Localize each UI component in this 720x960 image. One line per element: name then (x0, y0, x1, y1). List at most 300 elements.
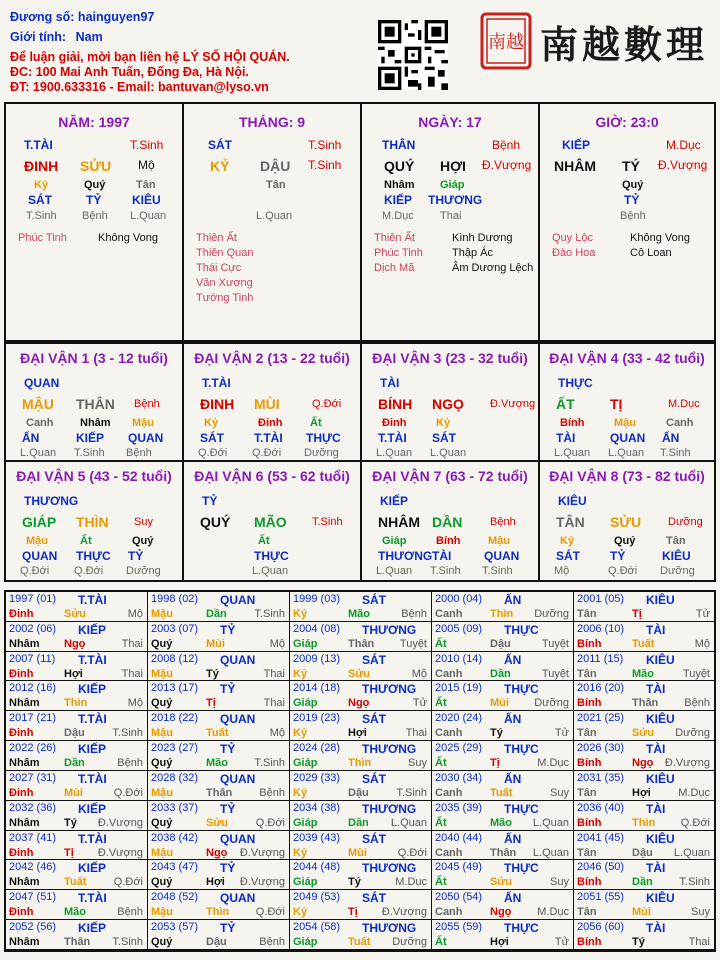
star: Thiên Ất (374, 232, 415, 244)
hidden-can: Tân (266, 179, 286, 191)
year-can: Ất (435, 757, 447, 770)
year-stage: Q.Đới (113, 876, 143, 889)
brand-logo: 南越數理 (540, 22, 709, 67)
year-can: Quý (151, 816, 173, 829)
year-stage: Q.Đới (113, 786, 143, 799)
year-label: 2044 (48) (293, 861, 341, 874)
annual-year-cell[interactable] (432, 741, 574, 771)
annual-year-cell[interactable] (290, 681, 432, 711)
dai-van-cell[interactable] (362, 462, 540, 580)
pillar-stage: Đ.Vượng (482, 158, 532, 172)
dai-van-stage: Bệnh (490, 516, 516, 528)
pillar-hour (540, 104, 714, 340)
year-label: 2023 (27) (151, 742, 199, 755)
year-chi: Dần (348, 816, 369, 829)
year-stage: Q.Đới (255, 906, 285, 919)
year-label: 2049 (53) (293, 891, 341, 904)
hidden-stage: Dưỡng (660, 565, 695, 577)
year-can: Bính (577, 697, 602, 710)
star: Không Vong (98, 232, 158, 244)
year-label: 2038 (42) (151, 831, 199, 844)
year-god: KIÊU (646, 891, 675, 906)
year-label: 2025 (29) (435, 742, 483, 755)
pillar-god-left: THÂN (382, 138, 416, 152)
year-chi: Tuất (632, 637, 655, 650)
annual-year-cell[interactable] (148, 592, 290, 622)
dai-van-cell[interactable] (184, 462, 362, 580)
star: Không Vong (630, 232, 690, 244)
year-chi: Sửu (64, 608, 87, 620)
hidden-stage: Bệnh (82, 210, 108, 222)
annual-year-cell[interactable] (574, 622, 714, 652)
year-stage: Tuyệt (682, 667, 710, 680)
star: Kình Dương (452, 232, 513, 244)
year-label: 2007 (11) (9, 652, 56, 665)
year-chi: Hợi (206, 876, 225, 889)
year-can: Ất (435, 637, 447, 650)
annual-year-cell[interactable] (6, 592, 148, 622)
pillar-chi: TÝ (622, 158, 640, 174)
year-can: Giáp (293, 816, 318, 829)
hidden-god: SÁT (556, 549, 580, 563)
year-stage: Suy (691, 906, 710, 919)
year-can: Đinh (9, 667, 34, 680)
year-god: THỰC (504, 622, 539, 637)
gender-label: Giới tính: (10, 30, 67, 44)
year-can: Mậu (151, 608, 173, 620)
year-chi: Ngọ (490, 906, 512, 919)
annual-year-cell[interactable] (6, 860, 148, 890)
hidden-can: Mậu (614, 417, 636, 429)
year-can: Tân (577, 786, 597, 799)
year-can: Quý (151, 757, 173, 770)
year-stage: T.Sinh (112, 727, 143, 740)
annual-year-cell[interactable] (6, 890, 148, 920)
dai-van-can: BÍNH (378, 396, 413, 412)
year-stage: Bệnh (401, 608, 427, 620)
year-stage: Q.Đới (255, 816, 285, 829)
annual-year-cell[interactable] (432, 860, 574, 890)
dai-van-row-2 (4, 460, 716, 582)
year-stage: Q.Đới (397, 846, 427, 859)
dai-van-title: ĐẠI VẬN 4 (33 - 42 tuổi) (549, 350, 705, 366)
year-label: 2004 (08) (293, 622, 341, 635)
year-chi: Thìn (64, 697, 88, 710)
dai-van-god: KIẾP (380, 494, 409, 508)
hidden-can: Kỷ (436, 417, 451, 429)
annual-year-cell[interactable] (6, 831, 148, 861)
annual-year-cell[interactable] (574, 592, 714, 622)
owner-name: Đương số: hainguyen97 (10, 10, 155, 24)
annual-year-cell[interactable] (432, 831, 574, 861)
year-label: 2026 (30) (577, 742, 625, 755)
year-chi: Tý (348, 876, 361, 889)
annual-year-cell[interactable] (290, 860, 432, 890)
annual-year-cell[interactable] (6, 681, 148, 711)
hidden-stage: T.Sinh (26, 210, 57, 222)
year-stage: Tử (554, 727, 569, 740)
hidden-can: Kỷ (560, 535, 575, 547)
pillar-year (6, 104, 184, 340)
star: Thái Cực (196, 262, 242, 274)
hidden-god: TỶ (128, 549, 144, 563)
hidden-stage: L.Quan (252, 565, 289, 577)
year-chi: Sửu (632, 727, 655, 740)
year-can: Bính (577, 637, 602, 650)
year-label: 2018 (22) (151, 712, 199, 725)
year-god: ẤN (504, 652, 522, 667)
hidden-stage: Q.Đới (608, 565, 638, 577)
hidden-stage: Bệnh (126, 447, 152, 459)
year-can: Tân (577, 727, 597, 740)
dai-van-title: ĐẠI VẬN 5 (43 - 52 tuổi) (16, 468, 172, 484)
year-label: 2040 (44) (435, 831, 483, 844)
hidden-god: THƯƠNG (378, 549, 433, 563)
year-label: 2030 (34) (435, 771, 483, 784)
year-chi: Dần (490, 667, 511, 680)
annual-year-cell[interactable] (290, 592, 432, 622)
dai-van-chi: NGỌ (432, 396, 464, 412)
dai-van-chi: DẦN (432, 514, 463, 530)
annual-year-cell[interactable] (290, 771, 432, 801)
annual-year-cell[interactable] (148, 801, 290, 831)
year-label: 2006 (10) (577, 622, 625, 635)
year-label: 2016 (20) (577, 682, 625, 695)
annual-year-cell[interactable] (574, 920, 714, 950)
hidden-god: TỶ (610, 549, 626, 563)
year-label: 2036 (40) (577, 801, 625, 814)
annual-year-cell[interactable] (148, 681, 290, 711)
annual-year-cell[interactable] (432, 771, 574, 801)
annual-year-cell[interactable] (148, 831, 290, 861)
year-can: Tân (577, 906, 597, 919)
year-label: 2039 (43) (293, 831, 341, 844)
annual-year-cell[interactable] (574, 801, 714, 831)
annual-year-cell[interactable] (290, 920, 432, 950)
year-can: Tân (577, 667, 597, 680)
year-chi: Thìn (632, 816, 656, 829)
year-can: Kỷ (293, 608, 308, 620)
year-chi: Tị (206, 697, 216, 710)
address: ĐC: 100 Mai Anh Tuấn, Đống Đa, Hà Nội. (10, 65, 249, 79)
year-label: 2056 (60) (577, 921, 625, 934)
year-god: T.TÀI (78, 891, 107, 906)
pillar-month (184, 104, 362, 340)
annual-year-cell[interactable] (148, 652, 290, 682)
annual-year-cell[interactable] (574, 771, 714, 801)
year-god: KIẾP (78, 861, 107, 876)
hidden-can: Ất (258, 535, 270, 547)
annual-year-cell[interactable] (148, 711, 290, 741)
star-list-left (552, 231, 595, 261)
hidden-god: SÁT (200, 431, 224, 445)
year-stage: Đ.Vượng (239, 876, 285, 889)
year-god: QUAN (220, 593, 256, 607)
year-label: 2012 (16) (9, 682, 57, 695)
annual-year-cell[interactable] (6, 652, 148, 682)
year-label: 2045 (49) (435, 861, 483, 874)
year-chi: Sửu (490, 876, 513, 889)
year-god: KIÊU (646, 771, 675, 786)
hidden-stage: L.Quan (256, 210, 293, 222)
dai-van-cell[interactable] (362, 344, 540, 460)
year-can: Canh (435, 727, 463, 740)
dai-van-cell[interactable] (6, 462, 184, 580)
year-god: ẤN (504, 712, 522, 727)
star-list-right (98, 231, 158, 246)
annual-year-cell[interactable] (432, 920, 574, 950)
year-god: TỶ (220, 861, 236, 876)
year-can: Bính (577, 757, 602, 770)
dai-van-chi: MÙI (254, 396, 280, 412)
year-stage: Thai (263, 667, 285, 680)
annual-year-cell[interactable] (6, 801, 148, 831)
year-god: QUAN (220, 891, 256, 906)
year-can: Tân (577, 846, 597, 859)
year-stage: Tuyệt (541, 667, 569, 680)
annual-year-cell[interactable] (432, 711, 574, 741)
hidden-god: QUAN (128, 431, 164, 445)
year-stage: M.Dục (537, 757, 569, 770)
dai-van-god: THƯƠNG (24, 494, 79, 508)
year-god: TÀI (646, 742, 666, 757)
hidden-stage: T.Sinh (430, 565, 461, 577)
annual-year-cell[interactable] (290, 801, 432, 831)
phone-email: ĐT: 1900.633316 - Email: bantuvan@lyso.vn (10, 80, 269, 94)
pillar-title: THÁNG: 9 (238, 114, 306, 130)
year-label: 2047 (51) (9, 891, 57, 904)
year-label: 2009 (13) (293, 652, 341, 665)
pillar-stage: Đ.Vượng (658, 158, 708, 172)
year-stage: Bệnh (259, 786, 285, 799)
star-list-left (374, 231, 423, 276)
year-stage: L.Quan (532, 816, 569, 829)
year-god: KIẾP (78, 921, 107, 936)
dai-van-chi: TỊ (610, 396, 623, 412)
hidden-can: Ất (80, 535, 92, 547)
year-god: SÁT (362, 593, 386, 607)
year-god: THỰC (504, 682, 539, 697)
year-stage: Đ.Vượng (97, 816, 143, 829)
hidden-god: TÀI (556, 431, 576, 445)
annual-year-cell[interactable] (290, 652, 432, 682)
hidden-god: ẤN (22, 431, 40, 445)
annual-year-cell[interactable] (574, 831, 714, 861)
hidden-stage: M.Dục (382, 210, 414, 222)
pillar-title: NĂM: 1997 (58, 114, 130, 130)
annual-year-cell[interactable] (432, 592, 574, 622)
hidden-god: T.TÀI (378, 431, 407, 445)
year-stage: Đ.Vượng (239, 846, 285, 859)
annual-year-cell[interactable] (574, 652, 714, 682)
annual-year-cell[interactable] (432, 622, 574, 652)
pillar-can: NHÂM (554, 158, 596, 174)
annual-luck-grid (4, 590, 716, 952)
annual-year-cell[interactable] (6, 711, 148, 741)
dai-van-stage: Dưỡng (668, 516, 703, 528)
star: Âm Dương Lệch (452, 262, 534, 274)
annual-year-cell[interactable] (6, 741, 148, 771)
year-stage: Thai (121, 667, 143, 680)
year-can: Canh (435, 667, 463, 680)
hidden-stage: L.Quan (376, 447, 413, 459)
annual-year-cell[interactable] (290, 711, 432, 741)
year-stage: T.Sinh (679, 876, 710, 889)
year-label: 2032 (36) (9, 801, 57, 814)
dai-van-chi: THÂN (76, 396, 115, 412)
hidden-god: THƯƠNG (428, 193, 483, 207)
annual-year-cell[interactable] (290, 741, 432, 771)
dai-van-can: GIÁP (22, 514, 57, 530)
year-god: KIẾP (78, 622, 107, 637)
hidden-god: KIẾP (76, 431, 105, 445)
dai-van-chi: SỬU (610, 514, 642, 530)
year-stage: T.Sinh (254, 608, 285, 620)
year-label: 2003 (07) (151, 622, 199, 635)
year-label: 2008 (12) (151, 652, 199, 665)
annual-year-cell[interactable] (432, 801, 574, 831)
year-god: KIÊU (646, 712, 675, 727)
year-chi: Mão (490, 816, 512, 829)
year-can: Quý (151, 936, 173, 949)
annual-year-cell[interactable] (432, 652, 574, 682)
hidden-can: Mậu (488, 535, 510, 547)
svg-text:南越: 南越 (488, 32, 524, 53)
star-list-left (18, 231, 67, 246)
annual-year-cell[interactable] (574, 681, 714, 711)
hidden-stage: Dưỡng (126, 565, 161, 577)
year-label: 2019 (23) (293, 712, 341, 725)
year-can: Quý (151, 697, 173, 710)
year-chi: Ngọ (64, 637, 86, 650)
annual-year-cell[interactable] (574, 741, 714, 771)
hidden-can: Kỷ (34, 179, 49, 191)
annual-year-cell[interactable] (432, 681, 574, 711)
year-god: THƯƠNG (362, 921, 417, 936)
year-can: Đinh (9, 608, 34, 620)
year-chi: Thân (632, 697, 659, 710)
dai-van-stage: Suy (134, 516, 153, 528)
year-chi: Dần (206, 608, 227, 620)
year-label: 2046 (50) (577, 861, 625, 874)
star: Phúc Tinh (374, 247, 423, 259)
year-stage: Suy (550, 876, 569, 889)
annual-year-cell[interactable] (148, 771, 290, 801)
hidden-can: Quý (132, 535, 154, 547)
year-stage: Mộ (411, 667, 427, 680)
hidden-can: Đinh (258, 417, 283, 429)
year-stage: M.Dục (537, 906, 569, 919)
annual-year-cell[interactable] (6, 920, 148, 950)
annual-year-cell[interactable] (148, 622, 290, 652)
year-can: Mậu (151, 786, 173, 799)
dai-van-title: ĐẠI VẬN 3 (23 - 32 tuổi) (372, 350, 528, 366)
year-label: 2020 (24) (435, 712, 483, 725)
hidden-god: QUAN (22, 549, 58, 563)
dai-van-cell[interactable] (540, 462, 714, 580)
year-god: TÀI (646, 801, 666, 816)
year-label: 2055 (59) (435, 921, 483, 934)
year-stage: Dưỡng (534, 608, 569, 620)
seal-stamp-icon (480, 12, 532, 70)
year-label: 2042 (46) (9, 861, 57, 874)
year-label: 2052 (56) (9, 921, 57, 934)
year-can: Nhâm (9, 816, 40, 829)
year-chi: Thìn (490, 608, 514, 620)
annual-year-cell[interactable] (148, 860, 290, 890)
year-stage: Bệnh (117, 757, 143, 770)
annual-year-cell[interactable] (6, 771, 148, 801)
year-chi: Thìn (206, 906, 230, 919)
year-stage: Mộ (269, 727, 285, 740)
hidden-god: KIÊU (132, 193, 161, 207)
year-can: Canh (435, 608, 463, 620)
hidden-stage: T.Sinh (74, 447, 105, 459)
annual-year-cell[interactable] (574, 890, 714, 920)
hidden-stage: L.Quan (20, 447, 57, 459)
dai-van-title: ĐẠI VẬN 8 (73 - 82 tuổi) (549, 468, 705, 484)
annual-year-cell[interactable] (290, 890, 432, 920)
year-can: Mậu (151, 846, 173, 859)
year-chi: Mùi (632, 906, 651, 919)
year-label: 2053 (57) (151, 921, 199, 934)
qr-code-icon[interactable] (378, 20, 448, 90)
annual-year-cell[interactable] (148, 741, 290, 771)
annual-year-cell[interactable] (574, 860, 714, 890)
dai-van-cell[interactable] (184, 344, 362, 460)
dai-van-cell[interactable] (540, 344, 714, 460)
year-stage: Bệnh (684, 697, 710, 710)
dai-van-can: NHÂM (378, 514, 420, 530)
annual-year-cell[interactable] (148, 890, 290, 920)
year-label: 2035 (39) (435, 801, 483, 814)
hidden-can: Giáp (440, 179, 465, 191)
year-can: Bính (577, 936, 602, 949)
annual-year-cell[interactable] (574, 711, 714, 741)
year-can: Kỷ (293, 786, 308, 799)
star: Quy Lộc (552, 232, 593, 244)
annual-year-cell[interactable] (432, 890, 574, 920)
pillar-god-left: SÁT (208, 138, 232, 152)
year-chi: Dần (64, 757, 85, 770)
annual-year-cell[interactable] (290, 831, 432, 861)
year-god: T.TÀI (78, 771, 107, 786)
dai-van-cell[interactable] (6, 344, 184, 460)
year-stage: Mộ (269, 637, 285, 650)
year-god: KIẾP (78, 742, 107, 757)
hidden-stage: Bệnh (620, 210, 646, 222)
year-god: T.TÀI (78, 652, 107, 667)
year-chi: Tuất (206, 727, 229, 740)
year-chi: Tuất (490, 786, 513, 799)
dai-van-god: T.TÀI (202, 376, 231, 390)
dai-van-stage: M.Dục (668, 398, 700, 410)
year-can: Kỷ (293, 846, 308, 859)
year-stage: Bệnh (117, 906, 143, 919)
hidden-can: Kỷ (204, 417, 219, 429)
year-chi: Tị (490, 757, 500, 770)
year-chi: Dậu (206, 936, 227, 949)
year-god: TỶ (220, 622, 236, 637)
hidden-stage: L.Quan (376, 565, 413, 577)
year-chi: Tý (64, 816, 77, 829)
year-stage: T.Sinh (396, 786, 427, 799)
year-stage: Mộ (694, 637, 710, 650)
year-can: Nhâm (9, 697, 40, 710)
annual-year-cell[interactable] (6, 622, 148, 652)
annual-year-cell[interactable] (148, 920, 290, 950)
annual-year-cell[interactable] (290, 622, 432, 652)
